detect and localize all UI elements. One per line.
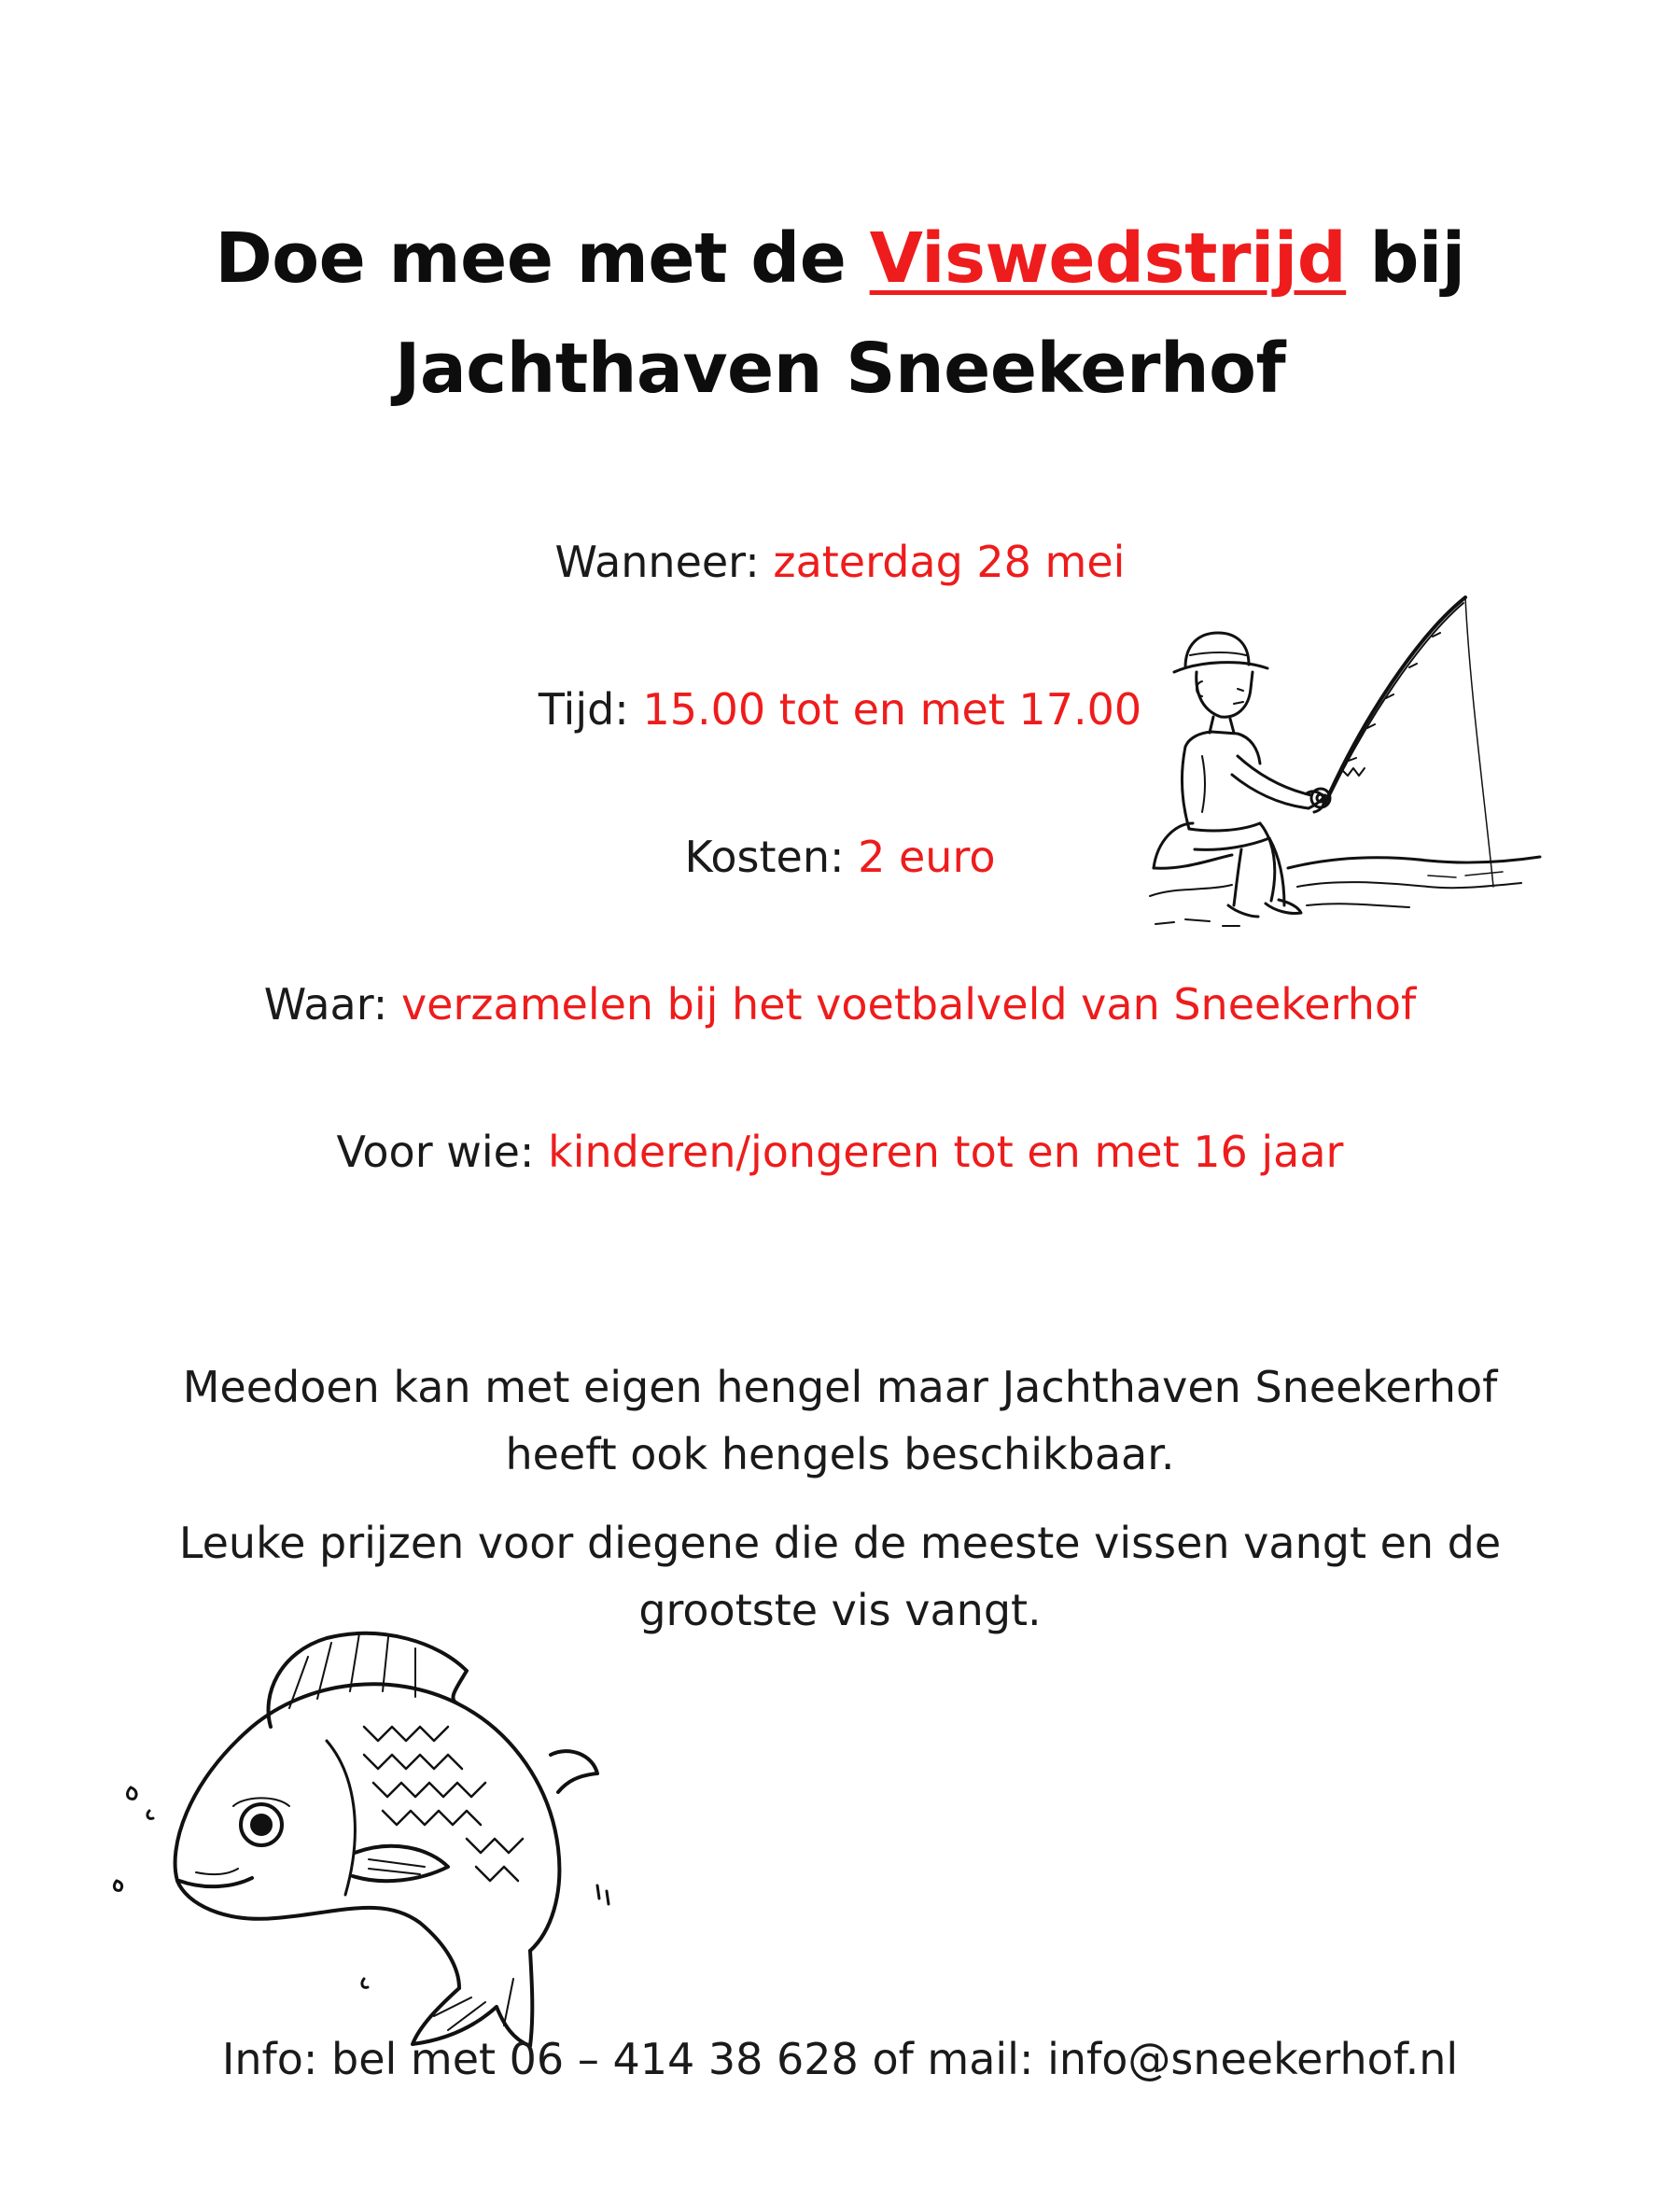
detail-label: Wanneer: (554, 537, 774, 587)
fish-illustration (112, 1615, 672, 2053)
detail-row-where (0, 976, 1680, 1032)
fisherman-illustration (1148, 579, 1559, 943)
detail-value: kinderen/jongeren tot en met 16 jaar (548, 1127, 1344, 1177)
footer-info: Info: bel met 06 – 414 38 628 of mail: info@sneekerhof.nl (221, 2034, 1459, 2084)
paragraph-prizes-line-2: grootste vis vangt. (638, 1585, 1042, 1635)
paragraph-rods (0, 1353, 1680, 1488)
flyer-title-line-2: Jachthaven Sneekerhof (394, 329, 1286, 409)
detail-label: Kosten: (684, 832, 859, 882)
detail-label: Waar: (263, 979, 401, 1030)
title-suffix: bij (1346, 218, 1465, 299)
detail-value: 15.00 tot en met 17.00 (642, 684, 1142, 735)
flyer-title-line-1 (0, 203, 1680, 314)
title-highlight-viswedstrijd: Viswedstrijd (869, 218, 1347, 299)
detail-row-for-whom (0, 1124, 1680, 1180)
detail-value: verzamelen bij het voetbalveld van Sneekerhof (400, 979, 1417, 1030)
paragraph-prizes-line-1: Leuke prijzen voor diegene die de meeste vissen vangt en de (178, 1518, 1502, 1568)
paragraph-rods-line-1: Meedoen kan met eigen hengel maar Jachthaven Sneekerhof (182, 1362, 1498, 1412)
detail-value: 2 euro (858, 832, 996, 882)
detail-value: zaterdag 28 mei (773, 537, 1126, 587)
title-prefix: Doe mee met de (215, 218, 870, 299)
paragraph-rods-line-2: heeft ook hengels beschikbaar. (505, 1429, 1175, 1479)
detail-label: Voor wie: (336, 1127, 549, 1177)
detail-label: Tijd: (538, 684, 643, 735)
